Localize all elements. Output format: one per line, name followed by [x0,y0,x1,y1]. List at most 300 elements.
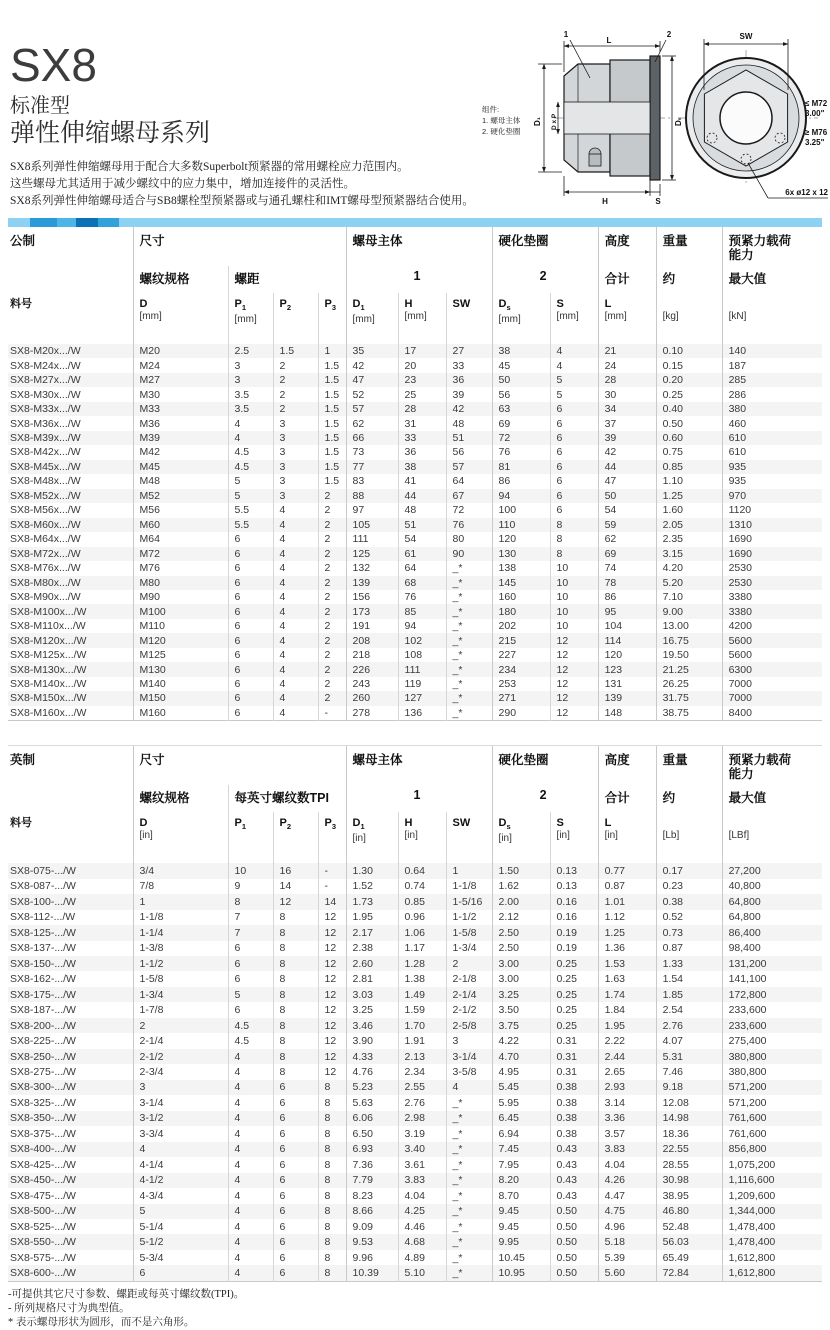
table-row [8,987,822,1002]
value-cell: 3.50 [492,1002,550,1017]
value-cell: 10 [550,590,598,604]
value-cell: 5600 [722,648,822,662]
value-cell: 6 [273,1157,318,1172]
value-cell: 4.76 [346,1064,398,1079]
value-cell: 3.14 [598,1095,656,1110]
value-cell: 2.12 [492,910,550,925]
value-cell: 2.00 [492,894,550,909]
value-cell: 12.08 [656,1095,722,1110]
part-number-cell: SX8-112-.../W [10,911,76,924]
value-cell: 3.57 [598,1126,656,1141]
value-cell: 1690 [722,532,822,546]
value-cell: 38 [398,460,446,474]
value-cell: 6 [228,576,273,590]
value-cell: 290 [492,706,550,721]
value-cell: 571,200 [722,1080,822,1095]
value-cell: 3-1/2 [133,1111,228,1126]
value-cell: 35 [346,344,398,358]
value-cell: 0.31 [550,1064,598,1079]
value-cell: 4 [228,1173,273,1188]
value-cell: 1.5 [318,402,346,416]
value-cell: 12 [318,956,346,971]
part-number-cell: SX8-375-.../W [10,1127,76,1140]
part-number-cell: SX8-400-.../W [10,1143,76,1156]
technical-drawing [478,26,830,214]
subgroup-part1: 1 [346,266,492,293]
value-cell: 7.10 [656,590,722,604]
value-cell: 94 [492,489,550,503]
value-cell: 215 [492,633,550,647]
dim-label-SW: SW [739,32,753,41]
value-cell: 6 [228,677,273,691]
value-cell: M56 [133,503,228,517]
column-header: [Lb] [656,812,722,863]
value-cell: 6.94 [492,1126,550,1141]
value-cell: 1.5 [273,344,318,358]
value-cell: 4 [228,1049,273,1064]
value-cell: 6 [550,416,598,430]
value-cell: 4.46 [398,1219,446,1234]
value-cell: 10.45 [492,1250,550,1265]
value-cell: 0.43 [550,1173,598,1188]
value-cell: 3-5/8 [446,1064,492,1079]
value-cell: 0.25 [550,971,598,986]
value-cell: 4 [228,431,273,445]
value-cell: 69 [598,547,656,561]
part-number-cell: SX8-575-.../W [10,1251,76,1264]
part-number-cell: SX8-075-.../W [10,864,76,877]
part-number-cell: SX8-162-.../W [10,973,76,986]
value-cell: 6 [273,1265,318,1281]
value-cell: 0.38 [550,1111,598,1126]
value-cell: 90 [446,547,492,561]
value-cell: 1,612,800 [722,1265,822,1281]
front-view-drawing [678,50,818,186]
value-cell: 5 [133,1204,228,1219]
value-cell: 4 [228,1265,273,1281]
part-number-cell: SX8-M60x.../W [10,518,81,531]
value-cell: 2-1/4 [133,1033,228,1048]
value-cell: 12 [318,1064,346,1079]
dim-label-L: L [606,36,612,45]
accent-bar-segment [30,218,57,227]
value-cell: 12 [318,1049,346,1064]
part-number-cell: SX8-M72x.../W [10,547,81,560]
value-cell: 3-1/4 [446,1049,492,1064]
value-cell: 38.95 [656,1188,722,1203]
value-cell: 3.75 [492,1018,550,1033]
value-cell: 5 [228,474,273,488]
value-cell: 380,800 [722,1049,822,1064]
value-cell: 2-1/4 [446,987,492,1002]
value-cell: 2 [318,648,346,662]
part-number-cell: SX8-M56x.../W [10,504,81,517]
value-cell: 63 [492,402,550,416]
value-cell: 1.52 [346,879,398,894]
value-cell: 39 [446,387,492,401]
value-cell: 80 [446,532,492,546]
value-cell: 88 [346,489,398,503]
table-row [8,561,822,575]
value-cell: 8 [318,1080,346,1095]
value-cell: 8 [273,971,318,986]
table-row [8,648,822,662]
group-height: 高度 [598,746,656,785]
value-cell: 1.06 [398,925,446,940]
value-cell: M90 [133,590,228,604]
part-number-cell: SX8-137-.../W [10,942,76,955]
value-cell: 7000 [722,677,822,691]
value-cell: 45 [492,358,550,372]
value-cell: 935 [722,460,822,474]
label-holes: 6x ø12 x 12 [785,188,828,197]
part-number-cell: SX8-M90x.../W [10,591,81,604]
part-number-cell: SX8-475-.../W [10,1189,76,1202]
part-number-cell: SX8-M42x.../W [10,446,81,459]
value-cell: 2 [318,691,346,705]
value-cell: 5 [550,373,598,387]
value-cell: 56.03 [656,1234,722,1249]
value-cell: 2 [273,358,318,372]
value-cell: 1.95 [346,910,398,925]
group-weight: 重量 [656,746,722,785]
value-cell: 31.75 [656,691,722,705]
accent-bar-segment [119,218,822,227]
group-nut-body: 螺母主体 [346,227,492,266]
part-number-cell: SX8-M48x.../W [10,475,81,488]
value-cell: 1.74 [598,987,656,1002]
table-row [8,633,822,647]
description-line: SX8系列弹性伸缩螺母用于配合大多数Superbolt预紧器的常用螺栓应力范围内。 [10,161,409,173]
table-row [8,604,822,618]
column-header: D [in] [133,812,228,863]
group-washer: 硬化垫圈 [492,227,598,266]
part-number-cell: SX8-425-.../W [10,1158,76,1171]
part-number-cell: SX8-M36x.../W [10,417,81,430]
part-number-cell: SX8-M125x.../W [10,649,87,662]
value-cell: _* [446,1188,492,1203]
value-cell: 0.31 [550,1033,598,1048]
value-cell: 191 [346,619,398,633]
value-cell: 6 [273,1111,318,1126]
value-cell: 3.36 [598,1111,656,1126]
value-cell: 4.75 [598,1204,656,1219]
metric-table-body [8,344,822,721]
value-cell: 141,100 [722,971,822,986]
value-cell: 6 [228,619,273,633]
value-cell: _* [446,1157,492,1172]
value-cell: 271 [492,691,550,705]
value-cell: 1-1/8 [446,879,492,894]
value-cell: 4 [228,1234,273,1249]
value-cell: M33 [133,402,228,416]
table-row [8,677,822,691]
value-cell: _* [446,604,492,618]
value-cell: 8 [318,1204,346,1219]
accent-bar-segment [8,218,30,227]
value-cell: 285 [722,373,822,387]
part-number-cell: SX8-M120x.../W [10,634,87,647]
part-number-cell: SX8-M130x.../W [10,663,87,676]
value-cell: 2.60 [346,956,398,971]
value-cell: 72.84 [656,1265,722,1281]
value-cell: 64 [398,561,446,575]
value-cell: 0.73 [656,925,722,940]
value-cell: 6 [273,1219,318,1234]
value-cell: 8 [318,1188,346,1203]
table-row [8,1250,822,1265]
table-row [8,518,822,532]
value-cell: 10 [228,863,273,878]
value-cell: 34 [598,402,656,416]
value-cell: 5-1/2 [133,1234,228,1249]
subgroup-max: 最大值 [722,785,822,812]
value-cell: 1-1/2 [446,910,492,925]
value-cell: 18.36 [656,1126,722,1141]
value-cell: 227 [492,648,550,662]
value-cell: 6 [550,489,598,503]
table-row [8,910,822,925]
value-cell: 8 [318,1265,346,1281]
table-row [8,416,822,430]
value-cell: 1.5 [318,445,346,459]
value-cell: 0.50 [550,1219,598,1234]
value-cell: _* [446,1142,492,1157]
value-cell: 6 [228,941,273,956]
value-cell: 1,478,400 [722,1219,822,1234]
value-cell: 6 [133,1265,228,1281]
value-cell: 54 [398,532,446,546]
value-cell: 3.19 [398,1126,446,1141]
value-cell: 12 [550,648,598,662]
value-cell: 3.83 [598,1142,656,1157]
value-cell: 0.50 [550,1204,598,1219]
table-row [8,445,822,459]
imperial-table-body [8,863,822,1281]
table-row [8,1049,822,1064]
value-cell: 4 [228,1204,273,1219]
value-cell: 8 [318,1111,346,1126]
value-cell: M160 [133,706,228,721]
value-cell: 30 [598,387,656,401]
value-cell: 4 [228,1250,273,1265]
value-cell: 6 [273,1173,318,1188]
imperial-table [8,746,822,1282]
value-cell: 51 [446,431,492,445]
column-header: $D_1$ [in] [346,812,398,863]
value-cell: 1,612,800 [722,1250,822,1265]
value-cell: 4 [228,1095,273,1110]
value-cell: 4 [228,1126,273,1141]
value-cell: 131,200 [722,956,822,971]
value-cell: 50 [492,373,550,387]
value-cell: 3.61 [398,1157,446,1172]
value-cell: _* [446,1234,492,1249]
value-cell: 2.13 [398,1049,446,1064]
value-cell: 66 [346,431,398,445]
value-cell: 1.60 [656,503,722,517]
subgroup-total: 合计 [598,266,656,293]
value-cell: 38 [492,344,550,358]
component-note-item: 1. 螺母主体 [482,116,521,125]
subgroup-thread-spec: 螺纹规格 [133,785,228,812]
value-cell: 1.50 [492,863,550,878]
table-row [8,863,822,878]
part-number-cell: SX8-M64x.../W [10,533,81,546]
value-cell: 9.96 [346,1250,398,1265]
value-cell: 5 [228,489,273,503]
column-header: L [mm] [598,293,656,344]
value-cell: 9.09 [346,1219,398,1234]
value-cell: 52 [346,387,398,401]
value-cell: 8 [318,1173,346,1188]
value-cell: 4 [273,503,318,517]
value-cell: 6 [273,1126,318,1141]
value-cell: M20 [133,344,228,358]
value-cell: 7/8 [133,879,228,894]
value-cell: 62 [598,532,656,546]
column-header: $D_s$ [in] [492,812,550,863]
column-header: $P_2$ [273,293,318,344]
value-cell: M140 [133,677,228,691]
value-cell: 0.77 [598,863,656,878]
value-cell: 6 [228,604,273,618]
value-cell: 1690 [722,547,822,561]
value-cell: 6.45 [492,1111,550,1126]
value-cell: 2.35 [656,532,722,546]
value-cell: 253 [492,677,550,691]
part-number-cell: SX8-175-.../W [10,988,76,1001]
value-cell: 14 [273,879,318,894]
value-cell: 27 [446,344,492,358]
value-cell: - [318,706,346,721]
value-cell: 571,200 [722,1095,822,1110]
table-row [8,576,822,590]
value-cell: 9.53 [346,1234,398,1249]
value-cell: 1,075,200 [722,1157,822,1172]
value-cell: 2.50 [492,925,550,940]
value-cell: 3.25 [492,987,550,1002]
column-header: L [in] [598,812,656,863]
value-cell: 36 [398,445,446,459]
value-cell: 6300 [722,662,822,676]
dim-label-H: H [602,197,608,206]
table-row [8,1265,822,1281]
value-cell: 0.52 [656,910,722,925]
value-cell: 3.5 [228,402,273,416]
value-cell: 610 [722,431,822,445]
description-line: SX8系列弹性伸缩螺母适合与SB8螺栓型预紧器或与通孔螺柱和IMT螺母型预紧器结合使用。 [10,195,474,207]
value-cell: 4.04 [398,1188,446,1203]
callout-2: 2 [666,30,672,39]
value-cell: 0.25 [550,1018,598,1033]
value-cell: 1-1/8 [133,910,228,925]
value-cell: 139 [598,691,656,705]
value-cell: M110 [133,619,228,633]
value-cell: 40,800 [722,879,822,894]
value-cell: 233,600 [722,1018,822,1033]
value-cell: M39 [133,431,228,445]
value-cell: 12 [318,971,346,986]
value-cell: 3.15 [656,547,722,561]
value-cell: 3/4 [133,863,228,878]
value-cell: 7.46 [656,1064,722,1079]
value-cell: 5.5 [228,518,273,532]
value-cell: 24 [598,358,656,372]
value-cell: 1.62 [492,879,550,894]
subgroup-total: 合计 [598,785,656,812]
value-cell: 6.93 [346,1142,398,1157]
value-cell: 0.43 [550,1142,598,1157]
value-cell: 0.43 [550,1157,598,1172]
component-note-title: 组件: [482,105,500,114]
value-cell: 3 [273,445,318,459]
value-cell: 2-1/8 [446,971,492,986]
value-cell: 1.28 [398,956,446,971]
value-cell: 8 [318,1234,346,1249]
page-subtitle-series: 弹性伸缩螺母系列 [10,119,211,147]
value-cell: 64 [446,474,492,488]
value-cell: 76 [398,590,446,604]
value-cell: 12 [550,633,598,647]
value-cell: 2.76 [398,1095,446,1110]
value-cell: 0.50 [550,1234,598,1249]
value-cell: 4.22 [492,1033,550,1048]
value-cell: 2.93 [598,1080,656,1095]
value-cell: 38.75 [656,706,722,721]
part-number-cell: SX8-M76x.../W [10,562,81,575]
value-cell: 0.15 [656,358,722,372]
value-cell: 8 [550,518,598,532]
value-cell: 1.84 [598,1002,656,1017]
value-cell: 4 [273,633,318,647]
value-cell: 2 [318,604,346,618]
value-cell: 610 [722,445,822,459]
value-cell: 8.66 [346,1204,398,1219]
accent-bar-segment [57,218,76,227]
value-cell: 3.25 [346,1002,398,1017]
section-label-metric: 公制 [10,234,36,248]
value-cell: 139 [346,576,398,590]
value-cell: _* [446,1250,492,1265]
value-cell: 59 [598,518,656,532]
column-header: SW [446,293,492,344]
value-cell: M120 [133,633,228,647]
value-cell: 4.5 [228,1033,273,1048]
table-row [8,662,822,676]
table-row [8,1111,822,1126]
subgroup-thread-spec: 螺纹规格 [133,266,228,293]
page-title: SX8 [10,39,97,91]
value-cell: 31 [398,416,446,430]
column-header: $P_1$ [mm] [228,293,273,344]
value-cell: 33 [398,431,446,445]
value-cell: 3 [228,358,273,372]
value-cell: _* [446,1095,492,1110]
value-cell: 173 [346,604,398,618]
value-cell: 0.85 [656,460,722,474]
value-cell: 0.43 [550,1188,598,1203]
table-row [8,1188,822,1203]
value-cell: 4 [228,1064,273,1079]
value-cell: 6 [228,691,273,705]
value-cell: 2 [273,387,318,401]
column-header: $D_s$ [mm] [492,293,550,344]
part-number-cell: SX8-M100x.../W [10,605,87,618]
value-cell: 30.98 [656,1173,722,1188]
page-subtitle-type: 标准型 [10,95,70,117]
value-cell: 761,600 [722,1126,822,1141]
